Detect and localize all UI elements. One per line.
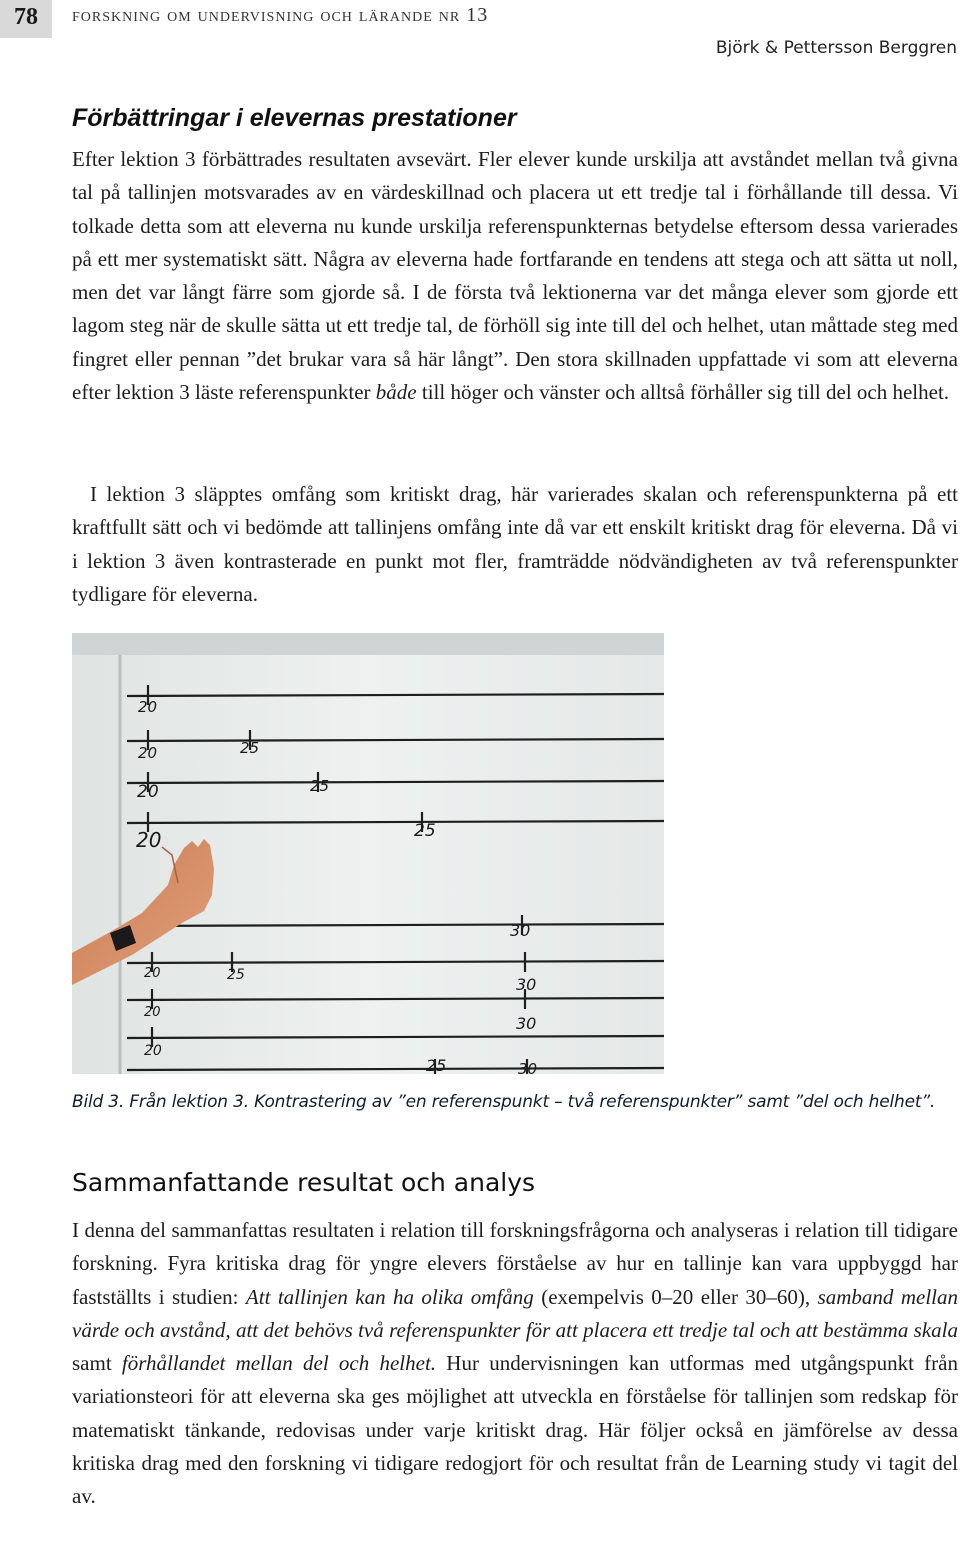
label: 25 bbox=[227, 967, 245, 983]
paragraph-3-text-3: samt bbox=[72, 1351, 122, 1376]
label: 30 bbox=[518, 1060, 538, 1074]
paragraph-3-text-2: (exempelvis 0–20 eller 30–60), bbox=[533, 1284, 818, 1309]
paragraph-3-text-1: I denna del sammanfattas resultaten i relation till forskningsfrågorna och analyseras i relation till tidigare forskning. Fyra kritiska drag för yngre elevers förståelse av hur en tallinje kan vara uppbyggd har fastställts i studien: bbox=[72, 1218, 958, 1309]
label: 20 bbox=[136, 828, 162, 852]
label: 20 bbox=[138, 744, 158, 762]
paragraph-1-text-b: till höger och vänster och alltså förhåller sig till del och helhet. bbox=[416, 380, 950, 405]
label: 25 bbox=[310, 777, 330, 795]
authors: Björk & Pettersson Berggren bbox=[715, 38, 957, 58]
whiteboard-drawing bbox=[72, 633, 664, 1074]
whiteboard-surface bbox=[72, 633, 664, 1074]
paragraph-3-emphasis-3: förhållandet mellan del och helhet. bbox=[121, 1351, 437, 1376]
label: 20 bbox=[144, 1043, 162, 1059]
label: 25 bbox=[414, 821, 436, 841]
section-heading: Förbättringar i elevernas prestationer bbox=[72, 104, 517, 132]
label: 25 bbox=[240, 739, 260, 757]
label: 30 bbox=[510, 921, 531, 940]
page-number: 78 bbox=[0, 0, 52, 38]
label: 20 bbox=[138, 698, 158, 716]
paragraph-3-emphasis-2: samband mellan värde och avstånd, att det behövs två referenspunkter för att placera ett tredje tal och att bestämma skala bbox=[72, 1284, 958, 1342]
paragraph-1-text-a: Efter lektion 3 förbättrades resultaten avsevärt. Fler elever kunde urskilja att avståndet mellan två givna tal på tallinjen motsvarades av en värdeskillnad och placera ut ett tredje tal i förhållande till dessa. Vi tolkade detta som att eleverna nu kunde urskilja referenspunkternas betydelse eftersom dessa varierades på ett mer systematiskt sätt. Några av eleverna hade fortfarande en tendens att stega och att sätta ut noll, men det var långt färre som gjorde så. I de första två lektionerna var det många elever som gjorde ett lagom steg när de skulle sätta ut ett tredje tal, de förhöll sig inte till del och helhet, utan måttade steg med fingret eller pennan ”det brukar vara så här långt”. Den stora skillnaden uppfattade vi som att eleverna efter lektion 3 läste referenspunkter bbox=[72, 147, 958, 405]
label: 30 bbox=[516, 975, 537, 994]
paragraph-3 bbox=[72, 1214, 958, 1514]
label: 20 bbox=[144, 966, 161, 981]
paragraph-1 bbox=[72, 143, 958, 409]
paragraph-3-emphasis-1: Att tallinjen kan ha olika omfång bbox=[245, 1284, 534, 1309]
paragraph-3-text-4: Hur undervisningen kan utformas med utgångspunkt från variationsteori för att eleverna ska ges möjlighet att utveckla en förståelse för tallinjen som redskap för matematiskt tänkande, redovisas under varje kritiskt drag. Här följer också en jämförelse av dessa kritiska drag med den forskning vi tidigare redogjort för och resultat från de Learning study vi tagit del av. bbox=[72, 1351, 958, 1509]
label: 25 bbox=[426, 1056, 447, 1074]
label: 20 bbox=[144, 1005, 161, 1020]
figure-caption: Bild 3. Från lektion 3. Kontrastering av ”en referenspunkt – två referenspunkter” samt ”del och helhet”. bbox=[72, 1092, 936, 1112]
paragraph-2-text: I lektion 3 släpptes omfång som kritiskt drag, här varierades skalan och referenspunkterna på ett kraftfullt sätt och vi bedömde att tallinjens omfång inte då var ett enskilt kritiskt drag för eleverna. Då vi i lektion 3 även kontrasterade en punkt mot fler, framträdde nödvändigheten av två referenspunkter tydligare för eleverna. bbox=[72, 482, 958, 606]
running-head: forskning om undervisning och lärande nr 13 bbox=[72, 4, 489, 26]
whiteboard-photo bbox=[72, 633, 664, 1074]
board-frame bbox=[72, 633, 664, 655]
section-2-heading: Sammanfattande resultat och analys bbox=[72, 1168, 536, 1197]
label: 20 bbox=[137, 782, 159, 802]
paragraph-2 bbox=[72, 478, 958, 611]
label: 30 bbox=[516, 1014, 537, 1033]
paragraph-1-emphasis: både bbox=[375, 380, 417, 405]
